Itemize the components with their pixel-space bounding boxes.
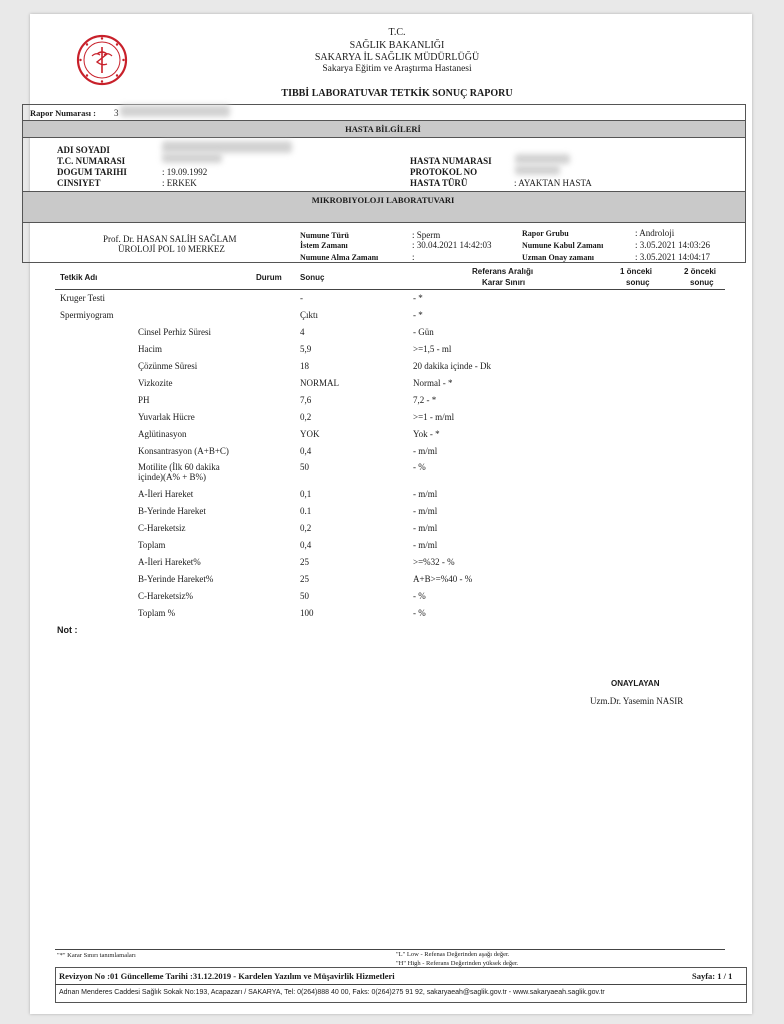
header-directorate: SAKARYA İL SAĞLIK MÜDÜRLÜĞÜ	[314, 52, 480, 63]
table-row	[0, 310, 784, 327]
table-row	[0, 591, 784, 608]
patient-type-value: : AYAKTAN HASTA	[514, 178, 592, 188]
approval-title: ONAYLAYAN	[611, 679, 660, 688]
col-prev1-header-1: 1 önceki	[620, 267, 653, 276]
table-row	[0, 489, 784, 506]
test-result: 0,1	[300, 489, 312, 499]
test-reference: - Gün	[413, 327, 434, 337]
test-result: 0,4	[300, 540, 312, 550]
test-name: C-Hareketsiz%	[138, 591, 193, 601]
test-name: Hacim	[138, 344, 162, 354]
collection-time-label: Numune Alma Zamanı	[300, 253, 379, 262]
table-row	[0, 395, 784, 412]
table-row	[0, 327, 784, 344]
header-tc: T.C.	[388, 27, 406, 38]
redacted-tc	[162, 153, 222, 163]
test-result: 5,9	[300, 344, 312, 354]
test-reference: A+B>=%40 - %	[413, 574, 473, 584]
col-ref-header-2: Karar Sınırı	[482, 278, 526, 287]
lab-section-title: MIKROBIYOLOJI LABORATUVARI	[311, 195, 455, 205]
gender-value: : ERKEK	[162, 178, 197, 188]
revision-info: Revizyon No :01 Güncelleme Tarihi :31.12.2019 - Kardelen Yazılım ve Müşavirlik Hizmetleri	[59, 971, 395, 981]
tc-label: T.C. NUMARASI	[57, 156, 126, 166]
col-prev1-header-2: sonuç	[626, 278, 650, 287]
clinic-name: ÜROLOJİ POL 10 MERKEZ	[118, 244, 225, 254]
test-reference: - %	[413, 591, 426, 601]
test-reference: - m/ml	[413, 523, 438, 533]
report-number-label: Rapor Numarası :	[30, 108, 96, 118]
legend-low: "L" Low - Refenas Değerinden aşağı değer.	[396, 951, 510, 958]
patient-type-label: HASTA TÜRÜ	[410, 178, 468, 188]
test-name: Çözünme Süresi	[138, 361, 198, 371]
legend-high: "H" High - Referans Değerinden yüksek değer.	[396, 960, 519, 967]
report-group-label: Rapor Grubu	[522, 229, 569, 238]
test-name: Yuvarlak Hücre	[138, 412, 195, 422]
approver-name: Uzm.Dr. Yasemin NASIR	[590, 696, 684, 706]
patient-no-label: HASTA NUMARASI	[410, 156, 492, 166]
test-reference: 7,2 - *	[413, 395, 437, 405]
table-row	[0, 540, 784, 557]
test-result: Çıktı	[300, 310, 319, 320]
test-result: 7,6	[300, 395, 312, 405]
sample-type-label: Numune Türü	[300, 231, 349, 240]
test-name: Aglütinasyon	[138, 429, 187, 439]
redacted-protocol	[515, 165, 560, 175]
test-name: C-Hareketsiz	[138, 523, 186, 533]
table-row	[0, 557, 784, 574]
hospital-address: Adnan Menderes Caddesi Sağlık Sokak No:193, Acapazarı / SAKARYA, Tel: 0(264)888 40 00, Faks: 0(264)275 91 92, sakaryaeah@saglik.gov.tr - www.sakaryaeah.saglik.gov.tr	[59, 989, 605, 996]
accept-time-label: Numune Kabul Zamanı	[522, 241, 604, 250]
table-row	[0, 361, 784, 378]
table-header-divider	[55, 289, 725, 290]
test-name: B-Yerinde Hareket	[138, 506, 206, 516]
table-row	[0, 378, 784, 395]
report-group-value: : Androloji	[635, 228, 675, 238]
redacted-name	[162, 141, 292, 153]
table-row	[0, 523, 784, 540]
test-name: Vizkozite	[138, 378, 173, 388]
test-name: Spermiyogram	[60, 310, 114, 320]
approve-time-label: Uzman Onay zamanı	[522, 253, 594, 262]
redacted-report-number	[120, 105, 230, 117]
doctor-name: Prof. Dr. HASAN SALİH SAĞLAM	[103, 234, 237, 244]
test-result: 0,4	[300, 446, 312, 456]
test-reference: - m/ml	[413, 489, 438, 499]
test-reference: - m/ml	[413, 540, 438, 550]
test-reference: >=1,5 - ml	[413, 344, 452, 354]
test-reference: >=%32 - %	[413, 557, 455, 567]
test-result: NORMAL	[300, 378, 340, 388]
test-name: B-Yerinde Hareket%	[138, 574, 214, 584]
test-result: 50	[300, 462, 309, 472]
test-result: -	[300, 293, 303, 303]
test-result: 0,2	[300, 523, 312, 533]
table-row	[0, 574, 784, 591]
col-prev2-header-2: sonuç	[690, 278, 714, 287]
note-label: Not :	[57, 625, 78, 635]
test-name: A-İleri Hareket	[138, 489, 194, 499]
results-table	[0, 293, 784, 623]
accept-time-value: : 3.05.2021 14:03:26	[635, 240, 711, 250]
protocol-label: PROTOKOL NO	[410, 167, 478, 177]
test-name: PH	[138, 395, 150, 405]
test-result: 4	[300, 327, 305, 337]
col-status-header: Durum	[256, 273, 282, 282]
request-time-label: İstem Zamanı	[300, 241, 348, 250]
birth-label: DOGUM TARIHI	[57, 167, 127, 177]
table-row	[0, 344, 784, 361]
table-row	[0, 446, 784, 463]
test-reference: - m/ml	[413, 446, 438, 456]
test-reference: - %	[413, 462, 426, 472]
test-reference: - %	[413, 608, 426, 618]
report-title: TIBBİ LABORATUVAR TETKİK SONUÇ RAPORU	[281, 88, 513, 99]
test-result: YOK	[300, 429, 320, 439]
birth-value: : 19.09.1992	[162, 167, 208, 177]
table-row	[0, 506, 784, 523]
legend-star: "*" Karar Sınırı tanımlamaları	[57, 952, 136, 959]
test-name: Konsantrasyon (A+B+C)	[138, 446, 229, 456]
col-test-header: Tetkik Adı	[60, 273, 98, 282]
approve-time-value: : 3.05.2021 14:04:17	[635, 252, 711, 262]
table-row	[0, 412, 784, 429]
redacted-patient-no	[515, 154, 570, 164]
test-reference: - m/ml	[413, 506, 438, 516]
name-label: ADI SOYADI	[57, 145, 110, 155]
table-row	[0, 608, 784, 625]
footer-top-rule	[55, 949, 725, 950]
report-number-prefix: 3	[114, 108, 119, 118]
test-result: 18	[300, 361, 309, 371]
col-ref-header-1: Referans Aralığı	[472, 267, 534, 276]
test-result: 50	[300, 591, 309, 601]
test-name: Motilite (İlk 60 dakika	[138, 462, 220, 472]
test-reference: Normal - *	[413, 378, 453, 388]
header-ministry: SAĞLIK BAKANLIĞI	[349, 40, 445, 51]
test-name: Toplam %	[138, 608, 176, 618]
col-prev2-header-1: 2 önceki	[684, 267, 717, 276]
page-number: Sayfa: 1 / 1	[692, 971, 733, 981]
test-name-continued: içinde)(A% + B%)	[138, 472, 207, 482]
test-reference: - *	[413, 293, 423, 303]
test-name: Cinsel Perhiz Süresi	[138, 327, 211, 337]
test-reference: - *	[413, 310, 423, 320]
test-reference: >=1 - m/ml	[413, 412, 455, 422]
collection-time-value: :	[412, 252, 415, 262]
table-row	[0, 293, 784, 310]
test-result: 25	[300, 574, 309, 584]
test-name: Toplam	[138, 540, 166, 550]
col-result-header: Sonuç	[300, 273, 325, 282]
patient-info-box	[22, 137, 746, 192]
header-hospital: Sakarya Eğitim ve Araştırma Hastanesi	[322, 64, 472, 74]
test-result: 0.1	[300, 506, 312, 516]
patient-section-title: HASTA BİLGİLERİ	[345, 124, 421, 134]
test-result: 0,2	[300, 412, 312, 422]
footer-inner-rule	[55, 984, 747, 985]
test-result: 25	[300, 557, 309, 567]
test-name: Kruger Testi	[60, 293, 105, 303]
gender-label: CINSIYET	[57, 178, 101, 188]
table-row	[0, 462, 784, 486]
table-row	[0, 429, 784, 446]
test-reference: 20 dakika içinde - Dk	[413, 361, 491, 371]
test-result: 100	[300, 608, 314, 618]
test-name: A-İleri Hareket%	[138, 557, 201, 567]
request-time-value: : 30.04.2021 14:42:03	[412, 240, 492, 250]
test-reference: Yok - *	[413, 429, 440, 439]
sample-type-value: : Sperm	[412, 230, 441, 240]
